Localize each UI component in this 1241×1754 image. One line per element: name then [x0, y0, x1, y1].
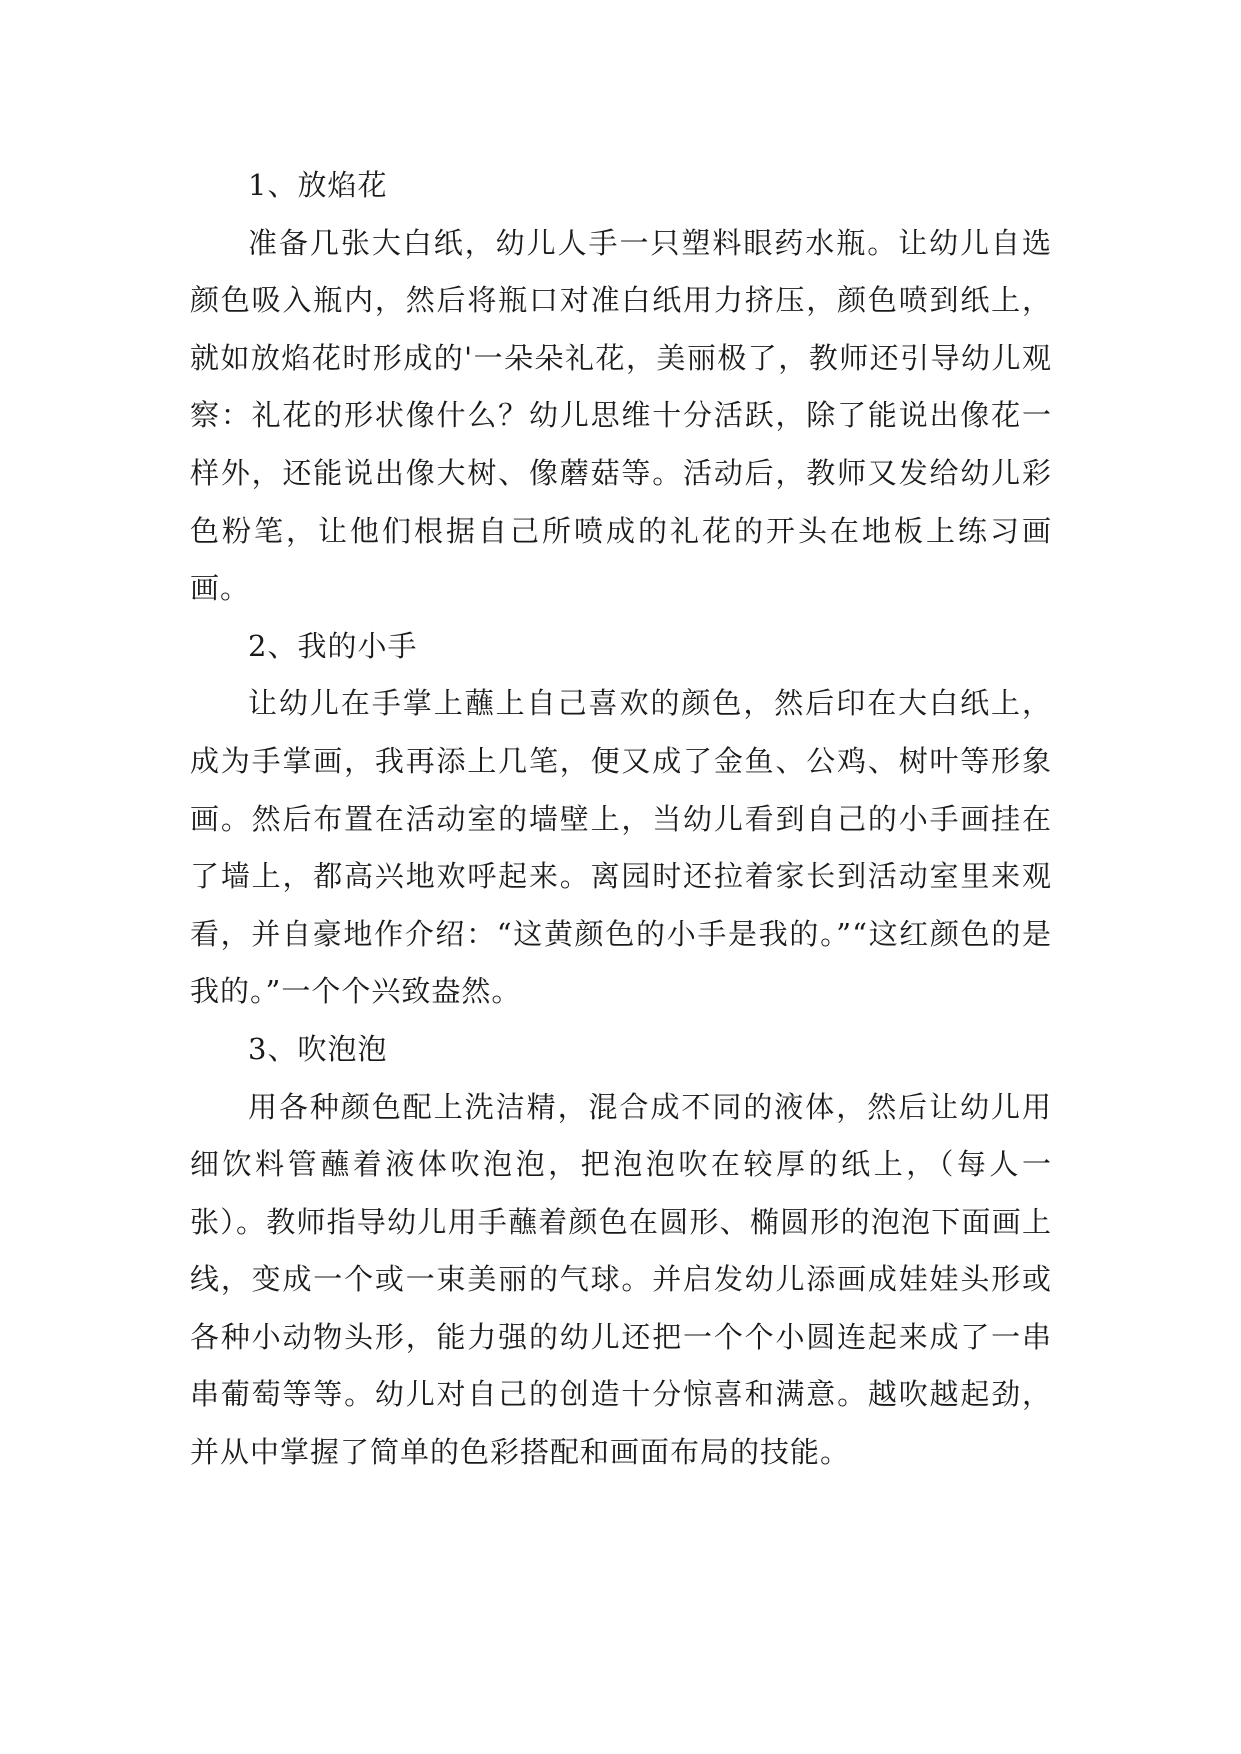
section-heading-2: 2、我的小手	[248, 628, 418, 663]
section-heading-3: 3、吹泡泡	[248, 1031, 388, 1066]
section-heading-1: 1、放焰花	[248, 168, 388, 202]
section-paragraph-2: 让幼儿在手掌上蘸上自己喜欢的颜色，然后印在大白纸上，成为手掌画，我再添上几笔，便又成了金鱼、公鸡、树叶等形象画。然后布置在活动室的墙壁上，当幼儿看到自己的小手画挂在了墙上，都高兴地欢呼起来。离园时还拉着家长到活动室里来观看，并自豪地作介绍：“这黄颜色的小手是我的。”“这红颜色的是我的。”一个个兴致盎然。	[190, 686, 1052, 1009]
section-paragraph-3: 用各种颜色配上洗洁精，混合成不同的液体，然后让幼儿用细饮料管蘸着液体吹泡泡，把泡泡吹在较厚的纸上，（每人一张）。教师指导幼儿用手蘸着颜色在圆形、椭圆形的泡泡下面画上线，变成一个或一束美丽的气球。并启发幼儿添画成娃娃头形或各种小动物头形，能力强的幼儿还把一个个小圆连起来成了一串串葡萄等等。幼儿对自己的创造十分惊喜和满意。越吹越起劲，并从中掌握了简单的色彩搭配和画面布局的技能。	[190, 1089, 1052, 1470]
section-paragraph-1: 准备几张大白纸，幼儿人手一只塑料眼药水瓶。让幼儿自选颜色吸入瓶内，然后将瓶口对准白纸用力挤压，颜色喷到纸上，就如放焰花时形成的'一朵朵礼花，美丽极了，教师还引导幼儿观察：礼花的形状像什么？幼儿思维十分活跃，除了能说出像花一样外，还能说出像大树、像蘑菇等。活动后，教师又发给幼儿彩色粉笔，让他们根据自己所喷成的礼花的开头在地板上练习画画。	[190, 225, 1052, 606]
document-body	[190, 157, 1052, 1482]
